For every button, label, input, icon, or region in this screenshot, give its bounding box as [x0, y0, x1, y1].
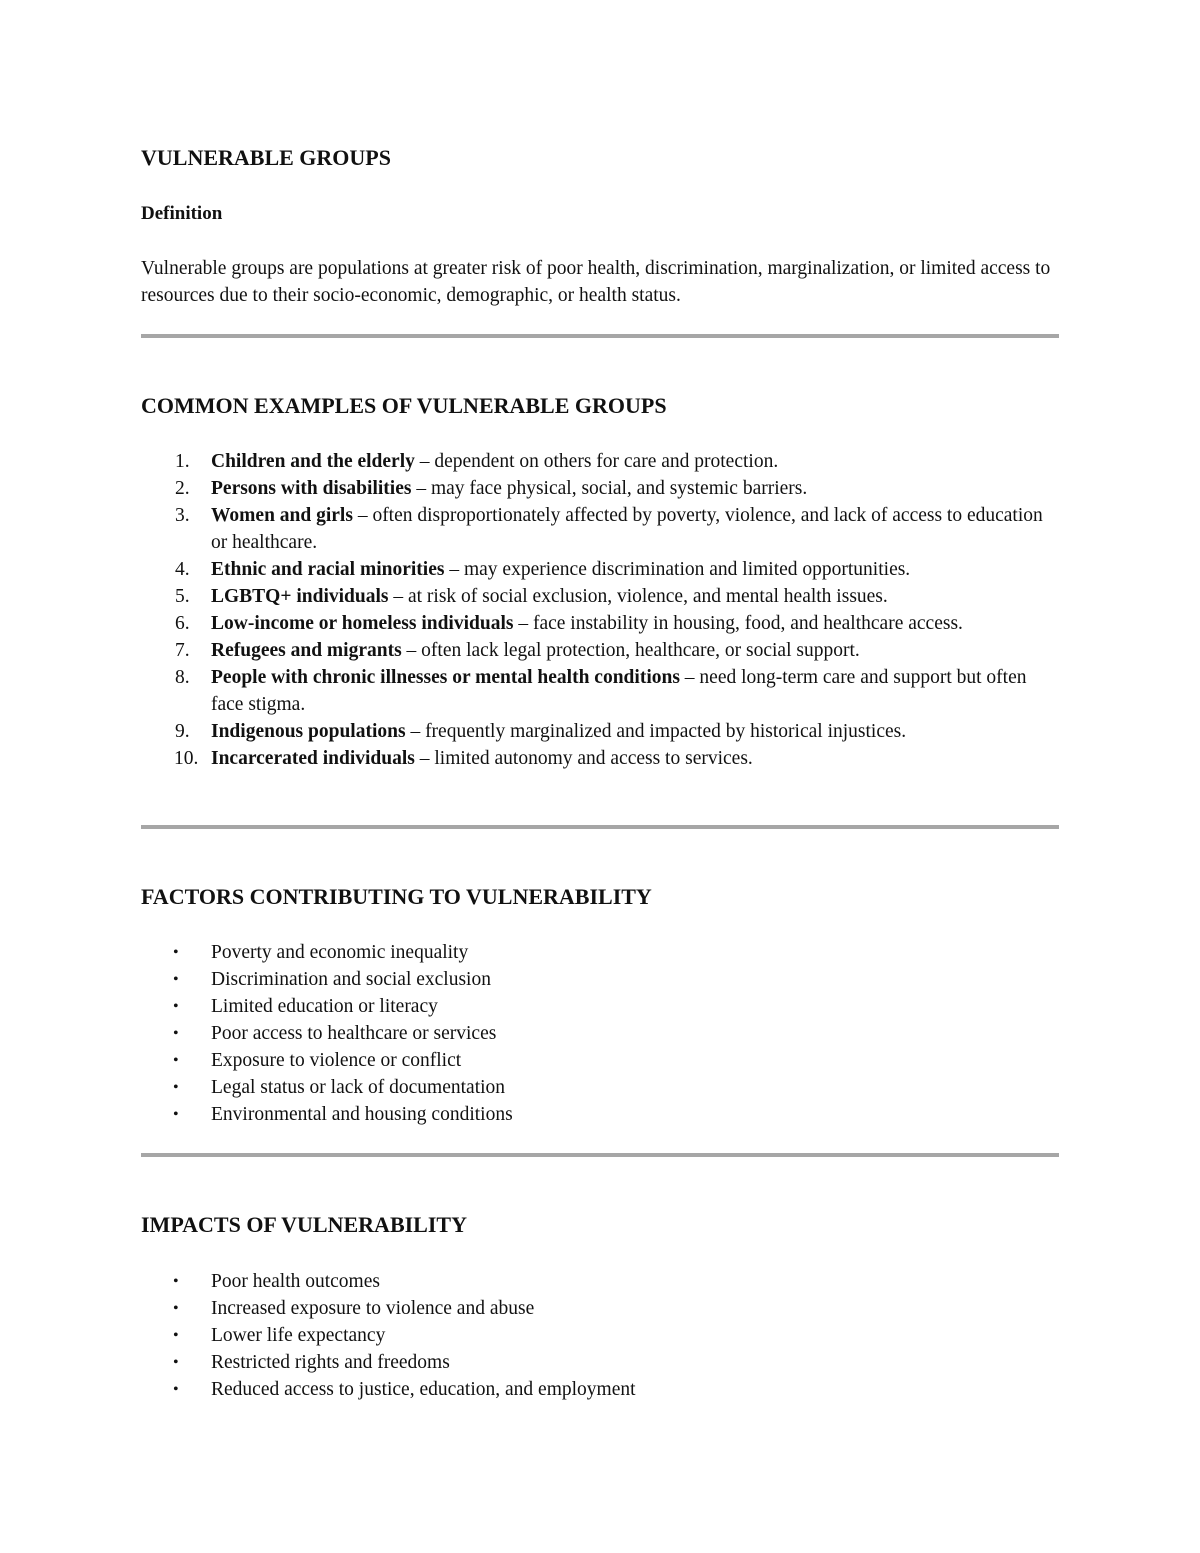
- section-divider: [141, 825, 1059, 829]
- list-item: • Legal status or lack of documentation: [141, 1074, 1059, 1101]
- list-item: • Environmental and housing conditions: [141, 1101, 1059, 1128]
- factors-list: [141, 939, 1059, 1128]
- section-divider: [141, 1153, 1059, 1157]
- section-divider: [141, 334, 1059, 338]
- list-item: 5. LGBTQ+ individuals – at risk of social exclusion, violence, and mental health issues.: [175, 586, 888, 607]
- bullet-icon: •: [173, 1079, 179, 1096]
- bullet-icon: •: [173, 1106, 179, 1123]
- list-item: • Poor health outcomes: [141, 1268, 1059, 1295]
- document-title: VULNERABLE GROUPS: [141, 145, 391, 170]
- list-item: • Limited education or literacy: [141, 993, 1059, 1020]
- bullet-icon: •: [173, 1354, 179, 1371]
- bullet-icon: •: [173, 1300, 179, 1317]
- list-item: 1. Children and the elderly – dependent on others for care and protection.: [175, 451, 779, 472]
- list-item: 10. Incarcerated individuals – limited autonomy and access to services.: [174, 748, 753, 769]
- list-item: 6. Low-income or homeless individuals – face instability in housing, food, and healthcare access.: [175, 613, 963, 634]
- list-item: 4. Ethnic and racial minorities – may experience discrimination and limited opportunities.: [175, 559, 911, 580]
- list-item: • Exposure to violence or conflict: [141, 1047, 1059, 1074]
- list-item: 3. Women and girls – often disproportionately affected by poverty, violence, and lack of access to education or healthcare.: [175, 505, 1043, 553]
- factors-heading: FACTORS CONTRIBUTING TO VULNERABILITY: [141, 884, 652, 909]
- definition-heading: Definition: [141, 203, 223, 224]
- bullet-icon: •: [173, 971, 179, 988]
- list-item: • Reduced access to justice, education, and employment: [141, 1376, 1059, 1403]
- examples-heading: COMMON EXAMPLES OF VULNERABLE GROUPS: [141, 393, 667, 418]
- list-item: 9. Indigenous populations – frequently marginalized and impacted by historical injustices.: [175, 721, 907, 742]
- list-item: • Lower life expectancy: [141, 1322, 1059, 1349]
- definition-text: Vulnerable groups are populations at greater risk of poor health, discrimination, marginalization, or limited access to resources due to their socio-economic, demographic, or health status.: [141, 258, 1051, 306]
- list-item: • Discrimination and social exclusion: [141, 966, 1059, 993]
- list-item: 8. People with chronic illnesses or mental health conditions – need long-term care and support but often face stigma.: [175, 667, 1027, 715]
- impacts-heading: IMPACTS OF VULNERABILITY: [141, 1212, 467, 1237]
- list-item: 2. Persons with disabilities – may face physical, social, and systemic barriers.: [175, 478, 808, 499]
- bullet-icon: •: [173, 1327, 179, 1344]
- list-item: • Increased exposure to violence and abuse: [141, 1295, 1059, 1322]
- list-item: • Poverty and economic inequality: [141, 939, 1059, 966]
- list-item: • Poor access to healthcare or services: [141, 1020, 1059, 1047]
- bullet-icon: •: [173, 1025, 179, 1042]
- bullet-icon: •: [173, 1381, 179, 1398]
- list-item: • Restricted rights and freedoms: [141, 1349, 1059, 1376]
- bullet-icon: •: [173, 1052, 179, 1069]
- list-item: 7. Refugees and migrants – often lack legal protection, healthcare, or social support.: [175, 640, 860, 661]
- impacts-list: [141, 1268, 1059, 1403]
- examples-list: [141, 448, 1059, 772]
- bullet-icon: •: [173, 944, 179, 961]
- bullet-icon: •: [173, 998, 179, 1015]
- bullet-icon: •: [173, 1273, 179, 1290]
